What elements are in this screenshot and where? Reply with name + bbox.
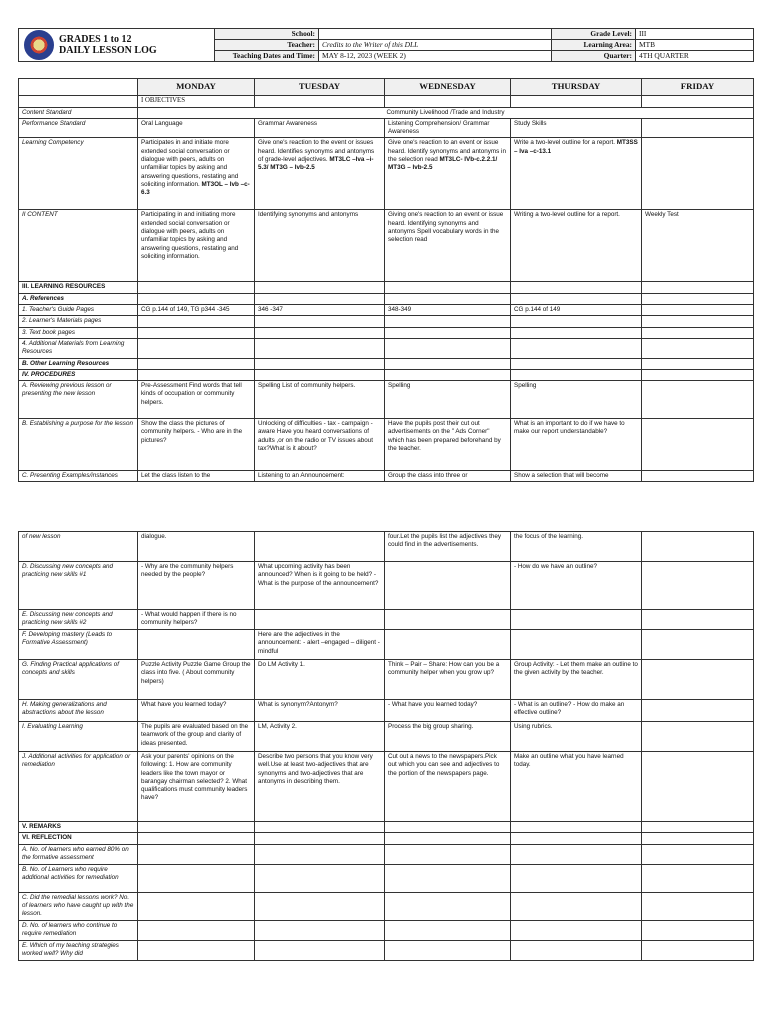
procedure-f-tue: Here are the adjectives in the announcement: - alert –engaged – diligent -mindful (255, 630, 385, 660)
procedure-j-thu: Make an outline what you have learned today. (511, 752, 642, 822)
procedure-a-fri (642, 381, 754, 419)
procedure-c-label: C. Presenting Examples/instances (19, 471, 138, 482)
content-mon: Participating in and initiating more extended social conversation or dialogue with peers, adults on unfamiliar topics by asking and answering questions, restating and soliciting information. (138, 210, 255, 282)
procedure-b-tue: Unlocking of difficulties - tax - campaign -aware Have you heard conversations of adults ,or on the radio or TV issues about tax?What is it about? (255, 419, 385, 471)
procedure-d-mon: - Why are the community helpers needed by the people? (138, 562, 255, 610)
remarks-label: V. REMARKS (19, 822, 138, 833)
procedure-f-label: F. Developing mastery (Leads to Formative Assessment) (19, 630, 138, 660)
procedure-i-wed: Process the big group sharing. (385, 722, 511, 752)
objectives-spacer (19, 95, 138, 107)
area-value: MTB (636, 40, 754, 51)
tg-pages-label: 1. Teacher's Guide Pages (19, 305, 138, 316)
content-wed: Giving one's reaction to an event or issue heard. Identifying synonyms and antonyms Spell vocabulary words in the selection read (385, 210, 511, 282)
procedure-b-mon: Show the class the pictures of community helpers. - Who are in the pictures? (138, 419, 255, 471)
dates-value: MAY 8-12, 2023 (WEEK 2) (319, 51, 552, 62)
procedure-h-thu: - What is an outline? - How do make an effective outline? (511, 700, 642, 722)
procedure-j-wed: Cut out a news to the newspapers.Pick out which you can see and adjectives to the portion of the newspapers page. (385, 752, 511, 822)
procedure-h-mon: What have you learned today? (138, 700, 255, 722)
procedure-g-wed: Think – Pair – Share: How can you be a community helper when you grow up? (385, 660, 511, 700)
performance-wed: Listening Comprehension/ Grammar Awareness (385, 118, 511, 138)
procedure-c-label-cont: of new lesson (19, 532, 138, 562)
quarter-value: 4TH QUARTER (636, 51, 754, 62)
procedure-d-wed (385, 562, 511, 610)
procedure-f-wed (385, 630, 511, 660)
procedure-d-label: D. Discussing new concepts and practicing new skills #1 (19, 562, 138, 610)
school-label: School: (215, 29, 319, 40)
content-standard-value: Community Livelihood /Trade and Industry (138, 107, 754, 118)
additional-materials-label: 4. Additional Materials from Learning Resources (19, 338, 138, 358)
procedure-g-label: G. Finding Practical applications of concepts and skills (19, 660, 138, 700)
procedure-c-mon-cont: dialogue. (138, 532, 255, 562)
procedure-b-wed: Have the pupils post their cut out advertisements on the " Ads Corner" which has been prepared beforehand by the teacher. (385, 419, 511, 471)
procedure-c-fri-cont (642, 532, 754, 562)
procedure-a-label: A. Reviewing previous lesson or presenting the new lesson (19, 381, 138, 419)
procedure-j-label: J. Additional activities for application or remediation (19, 752, 138, 822)
tg-wed: 348-349 (385, 305, 511, 316)
procedures-label: IV. PROCEDURES (19, 369, 138, 380)
performance-tue: Grammar Awareness (255, 118, 385, 138)
reflection-c-label: C. Did the remedial lessons work? No. of learners who have caught up with the lesson. (19, 892, 138, 920)
reflection-a-label: A. No. of learners who earned 80% on the formative assessment (19, 844, 138, 864)
procedure-e-mon: - What would happen if there is no community helpers? (138, 610, 255, 630)
procedure-i-thu: Using rubrics. (511, 722, 642, 752)
procedure-d-tue: What upcoming activity has been announced? When is it going to be held? - What is the purpose of the announcement? (255, 562, 385, 610)
day-header-monday: MONDAY (138, 79, 255, 96)
procedure-c-tue: Listening to an Announcement: (255, 471, 385, 482)
procedure-b-label: B. Establishing a purpose for the lesson (19, 419, 138, 471)
procedure-f-fri (642, 630, 754, 660)
procedure-a-mon: Pre-Assessment Find words that tell kinds of occupation or community helpers. (138, 381, 255, 419)
performance-standard-label: Performance Standard (19, 118, 138, 138)
tg-mon: CG p.144 of 149, TG p344 -345 (138, 305, 255, 316)
content-tue: Identifying synonyms and antonyms (255, 210, 385, 282)
procedure-c-tue-cont (255, 532, 385, 562)
school-value (319, 29, 552, 40)
day-header-tuesday: TUESDAY (255, 79, 385, 96)
procedure-e-fri (642, 610, 754, 630)
day-header-wednesday: WEDNESDAY (385, 79, 511, 96)
tg-tue: 346 -347 (255, 305, 385, 316)
procedure-h-wed: - What have you learned today? (385, 700, 511, 722)
content-standard-label: Content Standard (19, 107, 138, 118)
procedure-c-wed: Group the class into three or (385, 471, 511, 482)
reflection-label: VI. REFLECTION (19, 833, 138, 844)
competency-fri (642, 138, 754, 210)
procedure-e-label: E. Discussing new concepts and practicing new skills #2 (19, 610, 138, 630)
procedure-e-thu (511, 610, 642, 630)
competency-tue: Give one's reaction to the event or issues heard. Identifies synonyms and antonyms of grade-level adjectives. MT3LC –Iva –i-5.3/ MT3G – Ivb-2.5 (255, 138, 385, 210)
day-header-friday: FRIDAY (642, 79, 754, 96)
procedure-i-label: I. Evaluating Learning (19, 722, 138, 752)
procedure-g-fri (642, 660, 754, 700)
reflection-e-label: E. Which of my teaching strategies worked well? Why did (19, 940, 138, 960)
procedure-f-thu (511, 630, 642, 660)
competency-mon: Participates in and initiate more extended social conversation or dialogue with peers, adults on unfamiliar topics by asking and answering questions, restating and soliciting information. MT3OL – Ivb –c- 6.3 (138, 138, 255, 210)
procedure-j-mon: Ask your parents' opinions on the following: 1. How are community leaders like the town mayor or barangay chairman selected? 2. What qualifications must community leaders have? (138, 752, 255, 822)
content-label: II CONTENT (19, 210, 138, 282)
procedure-d-fri (642, 562, 754, 610)
procedure-b-thu: What is an important to do if we have to make our report understandable? (511, 419, 642, 471)
procedure-c-wed-cont: four.Let the pupils list the adjectives they could find in the advertisements. (385, 532, 511, 562)
procedure-c-thu-cont: the focus of the learning. (511, 532, 642, 562)
references-label: A. References (19, 293, 138, 304)
procedure-f-mon (138, 630, 255, 660)
brand-cell (19, 29, 215, 62)
competency-wed: Give one's reaction to an event or issue heard. Identify synonyms and antonyms in the selection read MT3LC- IVb-c.2.2.1/ MT3G – Ivb-2.5 (385, 138, 511, 210)
resources-label: III. LEARNING RESOURCES (19, 282, 138, 293)
procedure-h-label: H. Making generalizations and abstractions about the lesson (19, 700, 138, 722)
procedure-c-fri (642, 471, 754, 482)
performance-mon: Oral Language (138, 118, 255, 138)
lesson-log-table-page-2 (18, 531, 753, 961)
procedure-e-tue (255, 610, 385, 630)
procedure-a-wed: Spelling (385, 381, 511, 419)
day-header-thursday: THURSDAY (511, 79, 642, 96)
teacher-label: Teacher: (215, 40, 319, 51)
procedure-b-fri (642, 419, 754, 471)
other-resources-label: B. Other Learning Resources (19, 358, 138, 369)
procedure-g-mon: Puzzle Activity Puzzle Game Group the class into five. ( About community helpers) (138, 660, 255, 700)
reflection-b-label: B. No. of Learners who require additional activities for remediation (19, 864, 138, 892)
procedure-c-thu: Show a selection that will become (511, 471, 642, 482)
lm-pages-label: 2. Learner's Materials pages (19, 316, 138, 327)
dates-label: Teaching Dates and Time: (215, 51, 319, 62)
procedure-d-thu: - How do we have an outline? (511, 562, 642, 610)
header-block (18, 28, 753, 62)
reflection-d-label: D. No. of learners who continue to require remediation (19, 920, 138, 940)
procedure-j-tue: Describe two persons that you know very well.Use at least two-adjectives that are synonyms and two-adjectives that are antonyms in describing them. (255, 752, 385, 822)
teacher-value: Credits to the Writer of this DLL (319, 40, 552, 51)
tg-fri (642, 305, 754, 316)
objectives-label: I OBJECTIVES (138, 95, 255, 107)
area-label: Learning Area: (552, 40, 636, 51)
procedure-a-tue: Spelling List of community helpers. (255, 381, 385, 419)
brand-subtitle: DAILY LESSON LOG (59, 45, 157, 57)
competency-label: Learning Competency (19, 138, 138, 210)
procedure-j-fri (642, 752, 754, 822)
lesson-log-table-page-1 (18, 78, 753, 482)
quarter-label: Quarter: (552, 51, 636, 62)
brand-title: GRADES 1 to 12 (59, 33, 132, 45)
procedure-g-thu: Group Activity: - Let them make an outline to the given activity by the teacher. (511, 660, 642, 700)
procedure-g-tue: Do LM Activity 1. (255, 660, 385, 700)
performance-fri (642, 118, 754, 138)
procedure-i-fri (642, 722, 754, 752)
textbook-pages-label: 3. Text book pages (19, 327, 138, 338)
deped-seal-icon (24, 30, 54, 60)
procedure-h-tue: What is synonym?Antonym? (255, 700, 385, 722)
content-fri: Weekly Test (642, 210, 754, 282)
grade-label: Grade Level: (552, 29, 636, 40)
content-thu: Writing a two-level outline for a report. (511, 210, 642, 282)
procedure-a-thu: Spelling (511, 381, 642, 419)
procedure-i-tue: LM, Activity 2. (255, 722, 385, 752)
procedure-c-mon: Let the class listen to the (138, 471, 255, 482)
tg-thu: CG p.144 of 149 (511, 305, 642, 316)
procedure-i-mon: The pupils are evaluated based on the teamwork of the group and clarity of ideas presented. (138, 722, 255, 752)
procedure-e-wed (385, 610, 511, 630)
procedure-h-fri (642, 700, 754, 722)
grade-value: III (636, 29, 754, 40)
competency-thu: Write a two-level outline for a report. MT3SS – Iva –c-13.1 (511, 138, 642, 210)
performance-thu: Study Skills (511, 118, 642, 138)
